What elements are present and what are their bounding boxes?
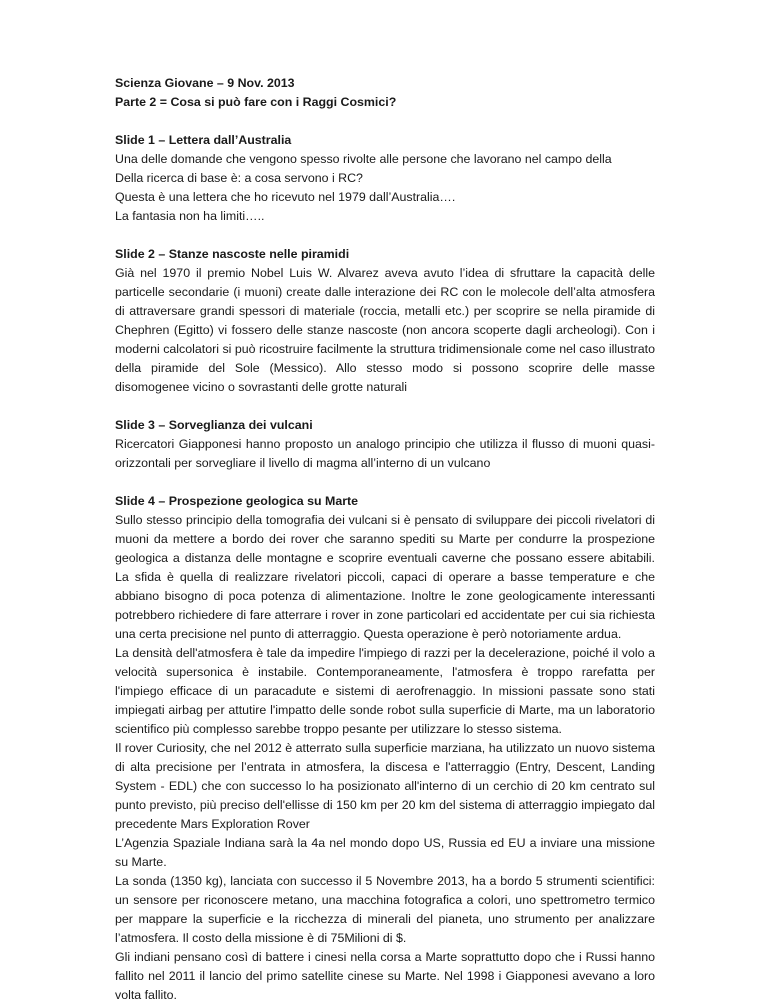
section-heading: Slide 2 – Stanze nascoste nelle piramidi bbox=[115, 247, 350, 261]
paragraph: Già nel 1970 il premio Nobel Luis W. Alvarez aveva avuto l’idea di sfruttare la capacità delle particelle secondarie (i muoni) create dalle interazione dei RC con le molecole dell’alta atmosfera di attraversare grandi spessori di materiale (roccia, metalli etc.) per scoprire se nella piramide di Chephren (Egitto) vi fossero delle stanze nascoste (non ancora scoperte dagli archeologi). Con i moderni calcolatori si può ricostruire facilmente la struttura tridimensionale come nel caso illustrato della piramide del Sole (Messico). Allo stesso modo si possono scoprire delle masse disomogenee vicino o sovrastanti delle grotte naturali bbox=[115, 266, 655, 394]
section-slide-1 bbox=[115, 131, 655, 226]
paragraph: Questa è una lettera che ho ricevuto nel 1979 dall’Australia…. bbox=[115, 190, 456, 204]
section-heading: Slide 3 – Sorveglianza dei vulcani bbox=[115, 418, 313, 432]
section-heading: Slide 1 – Lettera dall’Australia bbox=[115, 133, 292, 147]
section-slide-4 bbox=[115, 492, 655, 1005]
paragraph: Della ricerca di base è: a cosa servono i RC? bbox=[115, 171, 363, 185]
paragraph: L’Agenzia Spaziale Indiana sarà la 4a nel mondo dopo US, Russia ed EU a inviare una missione su Marte. bbox=[115, 836, 655, 869]
paragraph: Ricercatori Giapponesi hanno proposto un analogo principio che utilizza il flusso di muoni quasi-orizzontali per sorvegliare il livello di magma all’interno di un vulcano bbox=[115, 437, 655, 470]
section-slide-2 bbox=[115, 245, 655, 397]
paragraph: La fantasia non ha limiti….. bbox=[115, 209, 265, 223]
paragraph: Sullo stesso principio della tomografia dei vulcani si è pensato di sviluppare dei piccoli rivelatori di muoni da mettere a bordo dei rover che saranno spediti su Marte per condurre la prospezione geologica a distanza delle montagne e scoprire eventuali caverne che possano essere abitabili. La sfida è quella di realizzare rivelatori piccoli, capaci di operare a basse temperature e che abbiano bisogno di poca potenza di alimentazione. Inoltre le zone geologicamente interessanti potrebbero richiedere di fare atterrare i rover in zone particolari ed accidentate per cui sia richiesta una certa precisione nel punto di atterraggio. Questa operazione è però notoriamente ardua. bbox=[115, 513, 655, 641]
paragraph: La sonda (1350 kg), lanciata con successo il 5 Novembre 2013, ha a bordo 5 strumenti scientifici: un sensore per riconoscere metano, una macchina fotografica a colori, uno spettrometro termico per mappare la superficie e la ricchezza di minerali del pianeta, uno strumento per analizzare l’atmosfera. Il costo della missione è di 75Milioni di $. bbox=[115, 874, 655, 945]
document-subtitle: Parte 2 = Cosa si può fare con i Raggi Cosmici? bbox=[115, 95, 397, 109]
paragraph: Una delle domande che vengono spesso rivolte alle persone che lavorano nel campo della bbox=[115, 152, 612, 166]
paragraph: La densità dell'atmosfera è tale da impedire l'impiego di razzi per la decelerazione, poiché il volo a velocità supersonica è instabile. Contemporaneamente, l'atmosfera è troppo rarefatta per l'impiego efficace di un paracadute e sistemi di aerofrenaggio. In missioni passate sono stati impiegati airbag per attutire l'impatto delle sonde robot sulla superficie di Marte, ma un laboratorio scientifico più complesso sarebbe troppo pesante per utilizzare lo stesso sistema. bbox=[115, 646, 655, 736]
section-heading: Slide 4 – Prospezione geologica su Marte bbox=[115, 494, 359, 508]
paragraph: Gli indiani pensano così di battere i cinesi nella corsa a Marte soprattutto dopo che i Russi hanno fallito nel 2011 il lancio del primo satellite cinese su Marte. Nel 1998 i Giapponesi avevano a loro volta fallito. bbox=[115, 950, 655, 1002]
paragraph: Il rover Curiosity, che nel 2012 è atterrato sulla superficie marziana, ha utilizzato un nuovo sistema di alta precisione per l’entrata in atmosfera, la discesa e l'atterraggio (Entry, Descent, Landing System - EDL) che con successo lo ha posizionato all'interno di un cerchio di 20 km centrato sul punto previsto, più preciso dell'ellisse di 150 km per 20 km del sistema di atterraggio impiegato dal precedente Mars Exploration Rover bbox=[115, 741, 655, 831]
document-title: Scienza Giovane – 9 Nov. 2013 bbox=[115, 76, 295, 90]
section-slide-3 bbox=[115, 416, 655, 473]
